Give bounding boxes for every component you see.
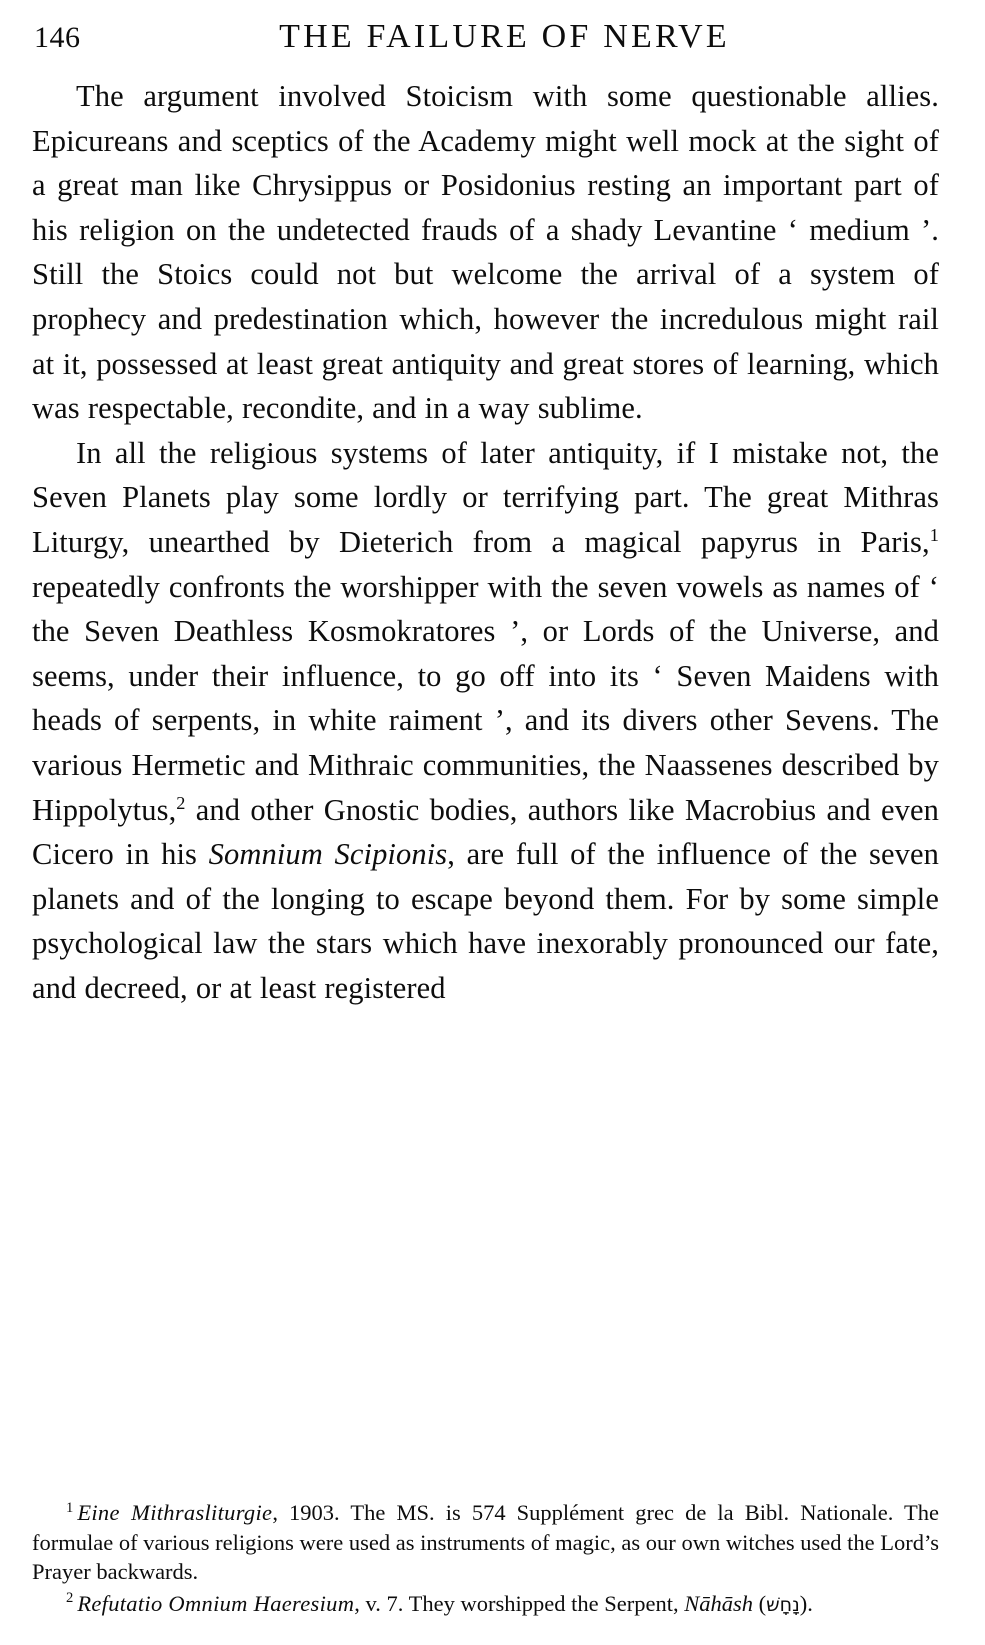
- footnotes-block: [28, 1498, 945, 1619]
- footnote-1: [32, 1498, 939, 1587]
- footnote-2-text-a: , v. 7. They worshipped the Serpent,: [354, 1590, 685, 1616]
- paragraph-1: [32, 74, 939, 431]
- paragraph-1-text: The argument involved Stoicism with some questionable allies. Epicureans and sceptics of the Academy might well mock at the sight of a great man like Chrysippus or Posidonius resting an important part of his religion on the undetected frauds of a shady Levantine ‘ medium ’. Still the Stoics could not but welcome the arrival of a system of prophecy and predestination which, however the incredulous might rail at it, possessed at least great antiquity and great stores of learning, which was respectable, recondite, and in a way sublime.: [32, 79, 939, 426]
- paragraph-2-title-italic: Somnium Scipionis: [208, 837, 448, 872]
- footnote-2-italic-word: Nāhāsh: [684, 1590, 753, 1616]
- footnote-2-italic-title: Refutatio Omnium Haeresium: [77, 1590, 355, 1616]
- running-title: THE FAILURE OF NERVE: [279, 18, 730, 55]
- footnote-2-text-c: ).: [799, 1590, 813, 1616]
- footnote-ref-2[interactable]: 2: [176, 792, 186, 813]
- running-head: [28, 18, 945, 74]
- footnote-2-hebrew-word: נָחָשׁ: [766, 1592, 800, 1616]
- footnote-2: [32, 1589, 939, 1620]
- footnote-ref-1[interactable]: 1: [929, 524, 939, 545]
- paragraph-2-text-a: In all the religious systems of later antiquity, if I mistake not, the Seven Planets play some lordly or terrifying part. The great Mithras Liturgy, unearthed by Dieterich from a magical papyrus in Paris,: [32, 435, 939, 559]
- body-text: [28, 74, 945, 1010]
- footnote-1-text: , 1903. The MS. is 574 Supplément grec de la Bibl. Nationale. The formulae of various religions were used as instruments of magic, as our own witches used the Lord’s Prayer backwards.: [32, 1500, 940, 1584]
- paragraph-2: [32, 431, 939, 1011]
- footnote-1-marker: 1: [66, 1499, 74, 1516]
- footnote-2-marker: 2: [66, 1590, 74, 1606]
- page-number: 146: [34, 21, 81, 54]
- paragraph-2-text-b: repeatedly confronts the worshipper with the seven vowels as names of ‘ the Seven Deathless Kosmokratores ’, or Lords of the Universe, and seems, under their influence, to go off into its ‘ Seven Maidens with heads of serpents, in white raiment ’, and its divers other Sevens. The various Hermetic and Mithraic communities, the Naassenes described by Hippolytus,: [32, 569, 939, 827]
- footnote-2-text-b: (: [752, 1590, 767, 1616]
- paragraph-2-text-c: and other Gnostic bodies, authors like Macrobius and even Cicero in his: [32, 792, 939, 872]
- footnote-1-italic-title: Eine Mithrasliturgie: [77, 1500, 273, 1525]
- paragraph-2-text-d: , are full of the influence of the seven planets and of the longing to escape beyond them. For by some simple psychological law the stars which have inexorably pronounced our fate, and decreed, or at least registered: [32, 837, 939, 1005]
